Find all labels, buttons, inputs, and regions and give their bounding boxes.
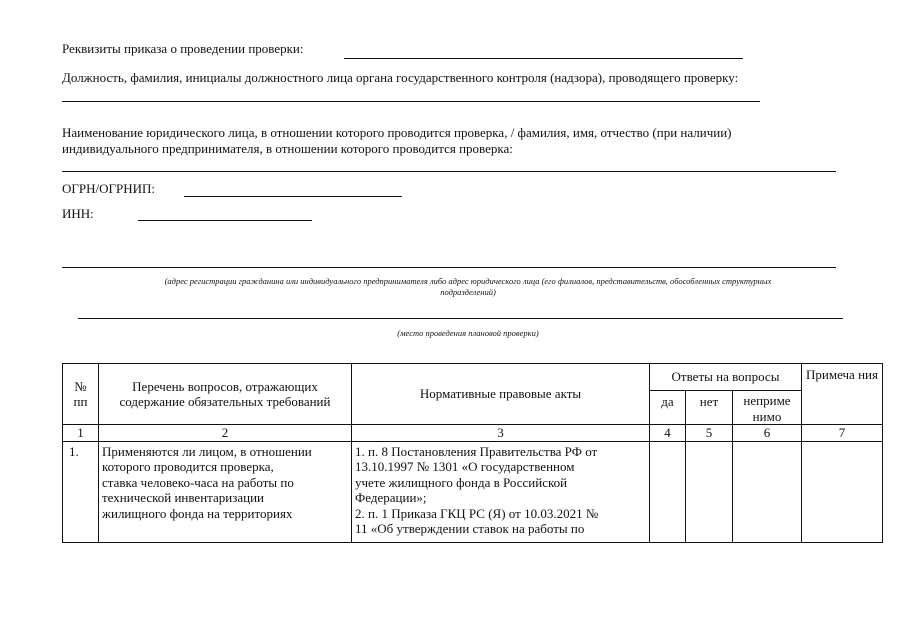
row-question [99,441,352,542]
header-na: неприме нимо [733,391,802,425]
col-number-3: 3 [352,425,650,442]
table-row [63,441,883,542]
col-number-1: 1 [63,425,99,442]
order-details-label: Реквизиты приказа о проведении проверки: [62,41,304,56]
inn-label: ИНН: [62,206,94,221]
official-label: Должность, фамилия, инициалы должностного лица органа государственного контроля (надзора), проводящего проверку: [62,70,739,85]
entity-label-line2: индивидуального предпринимателя, в отношении которого проводится проверка: [62,141,513,156]
row-num: 1. [63,441,99,542]
question-line: ставка человеко-часа на работы по [102,474,294,490]
act-line: Федерации»; [355,490,427,505]
answer-no-cell[interactable] [686,441,733,542]
answer-yes-cell[interactable] [650,441,686,542]
question-line: жилищного фонда на территориях [102,505,293,521]
col-number-5: 5 [686,425,733,442]
address-caption [62,276,874,298]
question-line: технической инвентаризации [102,490,265,505]
act-line: 2. п. 1 Приказа ГКЦ РС (Я) от 10.03.2021 № [355,505,599,521]
act-line: 11 «Об утверждении ставок на работы по [355,521,585,536]
ogrn-line[interactable] [184,196,402,197]
question-line: Применяются ли лицом, в отношении [102,443,312,459]
question-line: которого проводится проверка, [102,459,274,474]
col-number-6: 6 [733,425,802,442]
header-no: нет [686,391,733,425]
act-line: учете жилищного фонда в Российской [355,474,568,490]
act-line: 1. п. 8 Постановления Правительства РФ от [355,443,598,459]
address-line[interactable] [62,267,836,268]
place-line[interactable] [78,318,843,319]
checklist-table [62,363,883,543]
place-caption: (место проведения плановой проверки) [397,328,539,338]
header-yes: да [650,391,686,425]
header-questions: Перечень вопросов, отражающих содержание обязательных требований [99,364,352,425]
entity-line[interactable] [62,171,836,172]
order-details-line[interactable] [344,58,743,59]
col-number-7: 7 [802,425,883,442]
header-notes: Примеча ния [802,364,883,425]
answer-na-cell[interactable] [733,441,802,542]
header-acts: Нормативные правовые акты [352,364,650,425]
address-caption-line2: подразделений) [440,287,496,297]
notes-cell[interactable] [802,441,883,542]
header-answers: Ответы на вопросы [650,364,802,391]
col-number-4: 4 [650,425,686,442]
entity-label-line1: Наименование юридического лица, в отношении которого проводится проверка, / фамилия, имя, отчество (при наличии) [62,125,732,140]
row-acts [352,441,650,542]
col-number-2: 2 [99,425,352,442]
official-line[interactable] [62,101,760,102]
inn-line[interactable] [138,220,312,221]
act-line: 13.10.1997 № 1301 «О государственном [355,459,575,474]
address-caption-line1: (адрес регистрации гражданина или индивидуального предпринимателя либо адрес юридического лица (его филиалов, представительств, обособленных структурных [164,276,772,286]
header-num: № пп [63,364,99,425]
ogrn-label: ОГРН/ОГРНИП: [62,181,156,196]
